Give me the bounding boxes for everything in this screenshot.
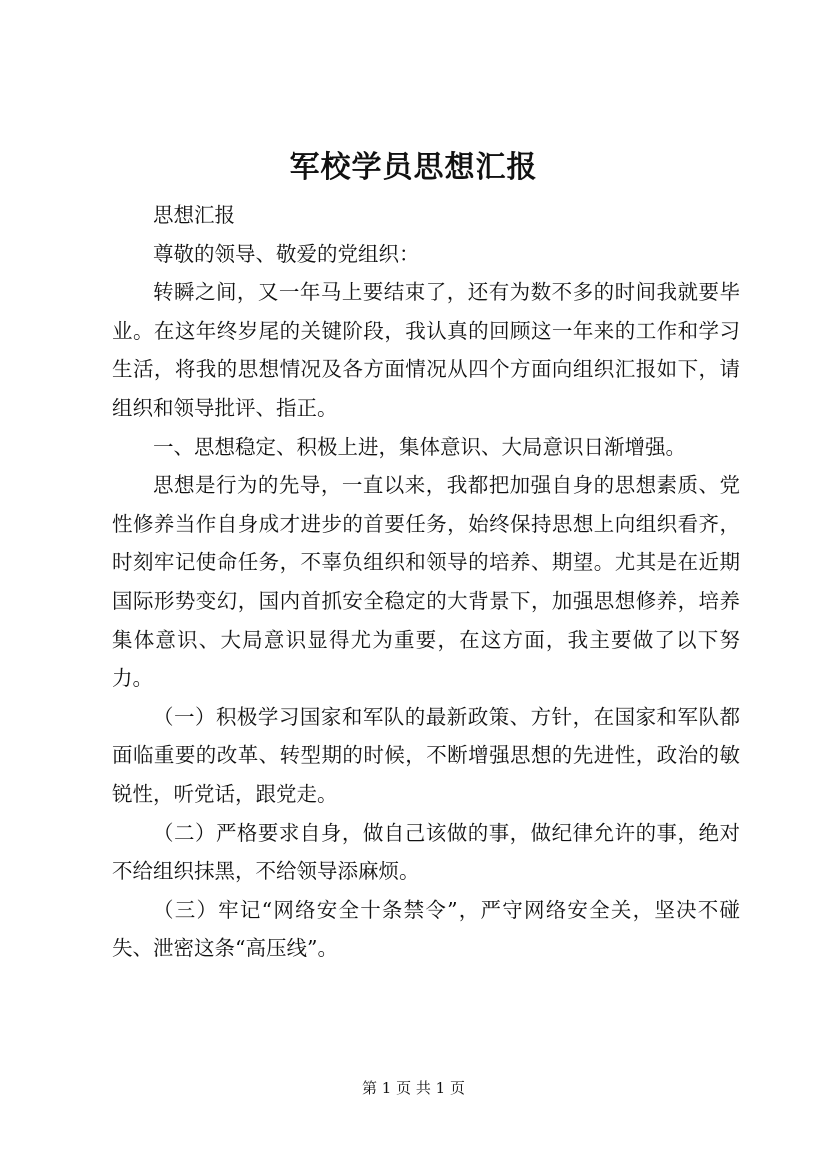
page-footer: 第 1 页 共 1 页: [362, 1079, 465, 1097]
paragraph-section-one-body: 思想是行为的先导，一直以来，我都把加强自身的思想素质、党性修养当作自身成才进步的首要任务，始终保持思想上向组织看齐，时刻牢记使命任务，不辜负组织和领导的培养、期望。尤其是在近期国际形势变幻，国内首抓安全稳定的大背景下，加强思想修养，培养集体意识、大局意识显得尤为重要，在这方面，我主要做了以下努力。: [112, 473, 740, 691]
paragraph-heading: 思想汇报: [153, 203, 235, 227]
paragraph-intro: 转瞬之间，又一年马上要结束了，还有为数不多的时间我就要毕业。在这年终岁尾的关键阶段，我认真的回顾这一年来的工作和学习生活，将我的思想情况及各方面情况从四个方面向组织汇报如下，请组织和领导批评、指正。: [112, 280, 740, 420]
document-body: [112, 196, 740, 968]
paragraph-item-one: （一）积极学习国家和军队的最新政策、方针，在国家和军队都面临重要的改革、转型期的时候，不断增强思想的先进性，政治的敏锐性，听党话，跟党走。: [112, 704, 740, 806]
paragraph-section-one-heading: 一、思想稳定、积极上进，集体意识、大局意识日渐增强。: [153, 434, 686, 459]
document-title: 军校学员思想汇报: [289, 150, 538, 185]
paragraph-salutation: 尊敬的领导、敬爱的党组织：: [153, 241, 420, 266]
paragraph-item-two: （二）严格要求自身，做自己该做的事，做纪律允许的事，绝对不给组织抹黑，不给领导添麻烦。: [112, 820, 740, 884]
paragraph-item-three: （三）牢记“网络安全十条禁令”，严守网络安全关，坚决不碰失、泄密这条“高压线”。: [112, 897, 740, 961]
